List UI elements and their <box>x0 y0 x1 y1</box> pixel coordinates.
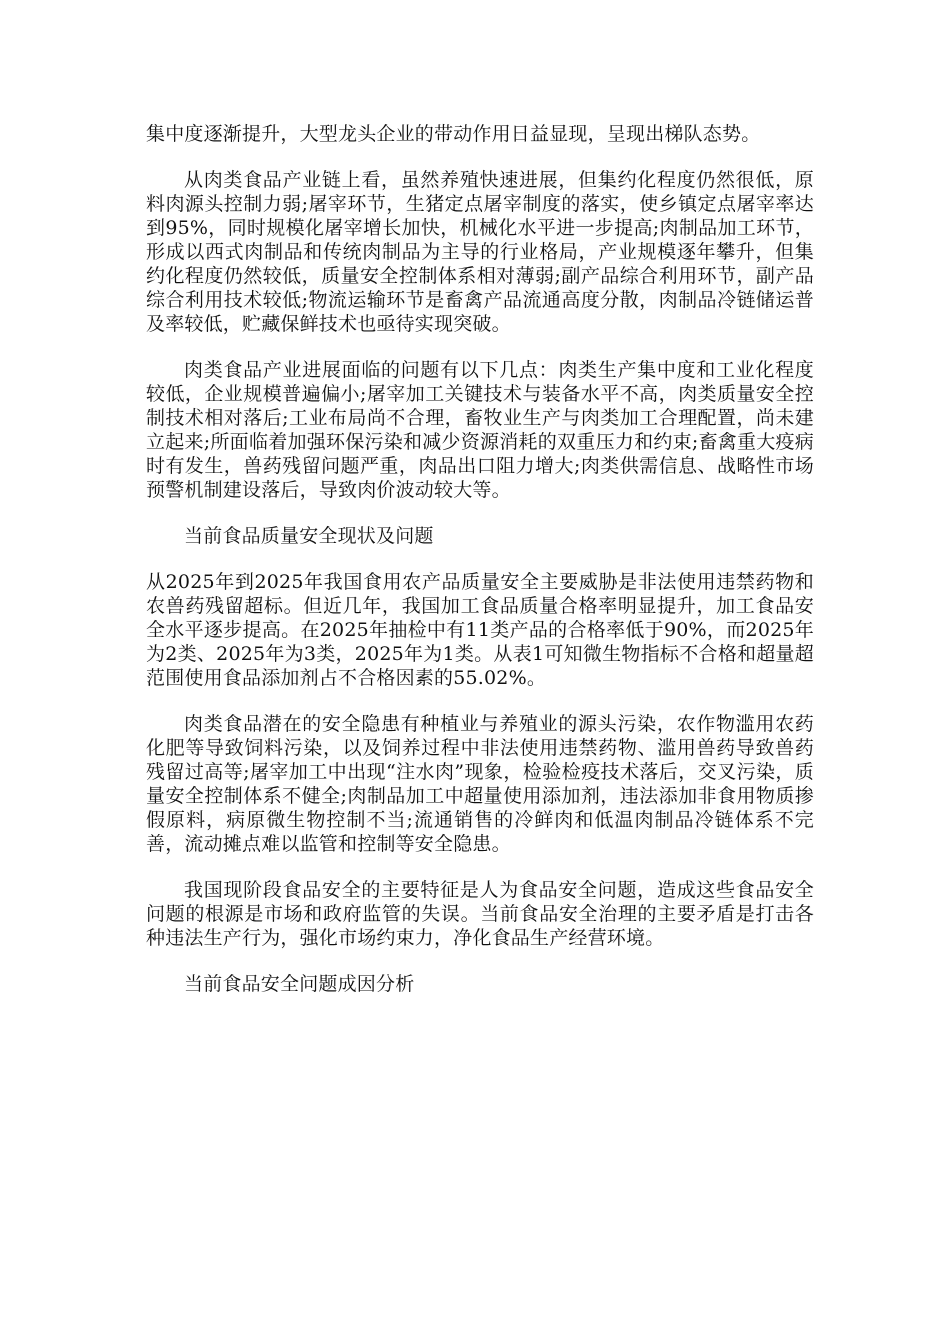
section-heading-causes: 当前食品安全问题成因分析 <box>184 973 415 995</box>
paragraph-continuation: 集中度逐渐提升，大型龙头企业的带动作用日益显现，呈现出梯队态势。 <box>146 123 761 145</box>
paragraph-industry-chain: 从肉类食品产业链上看，虽然养殖快速进展，但集约化程度仍然很低，原料肉源头控制力弱;屠宰环节，生猪定点屠宰制度的落实，使乡镇定点屠宰率达到95%，同时规模化屠宰增长加快，机械化水平进一步提高;肉制品加工环节，形成以西式肉制品和传统肉制品为主导的行业格局，产业规模逐年攀升，但集约化程度仍然较低，质量安全控制体系相对薄弱;副产品综合利用环节，副产品综合利用技术较低;物流运输环节是畜禽产品流通高度分散，肉制品冷链储运普及率较低，贮藏保鲜技术也亟待实现突破。 <box>146 169 814 335</box>
paragraph-industry-problems: 肉类食品产业进展面临的问题有以下几点：肉类生产集中度和工业化程度较低，企业规模普遍偏小;屠宰加工关键技术与装备水平不高，肉类质量安全控制技术相对落后;工业布局尚不合理，畜牧业生产与肉类加工合理配置，尚未建立起来;所面临着加强环保污染和减少资源消耗的双重压力和约束;畜禽重大疫病时有发生，兽药残留问题严重，肉品出口阻力增大;肉类供需信息、战略性市场预警机制建设落后，导致肉价波动较大等。 <box>146 359 814 501</box>
paragraph-quality-status: 从2025年到2025年我国食用农产品质量安全主要威胁是非法使用违禁药物和农兽药残留超标。但近几年，我国加工食品质量合格率明显提升，加工食品安全水平逐步提高。在2025年抽检中有11类产品的合格率低于90%，而2025年为2类、2025年为3类，2025年为1类。从表1可知微生物指标不合格和超量超范围使用食品添加剂占不合格因素的55.02%。 <box>146 571 814 689</box>
paragraph-main-features: 我国现阶段食品安全的主要特征是人为食品安全问题，造成这些食品安全问题的根源是市场和政府监管的失误。当前食品安全治理的主要矛盾是打击各种违法生产行为，强化市场约束力，净化食品生产经营环境。 <box>146 879 814 949</box>
section-heading-status: 当前食品质量安全现状及问题 <box>184 525 434 547</box>
paragraph-safety-hazards: 肉类食品潜在的安全隐患有种植业与养殖业的源头污染，农作物滥用农药化肥等导致饲料污染，以及饲养过程中非法使用违禁药物、滥用兽药导致兽药残留过高等;屠宰加工中出现“注水肉”现象，检验检疫技术落后，交叉污染，质量安全控制体系不健全;肉制品加工中超量使用添加剂，违法添加非食用物质掺假原料，病原微生物控制不当;流通销售的冷鲜肉和低温肉制品冷链体系不完善，流动摊点难以监管和控制等安全隐患。 <box>146 713 814 855</box>
document-page <box>146 122 814 1018</box>
